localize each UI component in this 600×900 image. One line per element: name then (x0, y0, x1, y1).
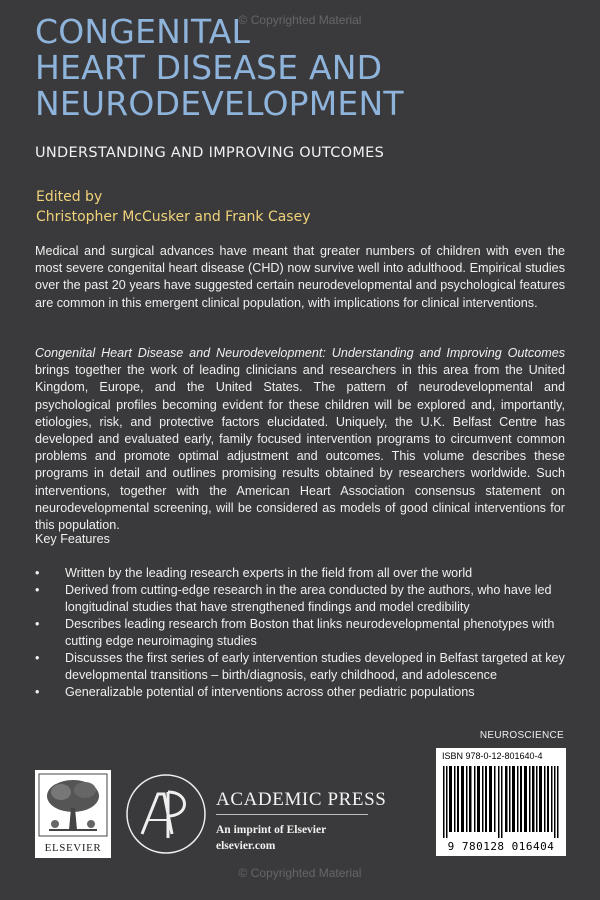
bullet-icon: • (35, 566, 40, 580)
bullet-icon: • (35, 617, 40, 631)
description-paragraph-1: Medical and surgical advances have meant that greater numbers of children with even the most severe congenital heart disease (CHD) now survive well into adulthood. Empirical studies over the past 20 years have suggested certain neurodevelopmental and psychological features are common in this emergent clinical population, with implications for clinical interventions. (35, 244, 565, 310)
list-item (35, 684, 575, 701)
imprint-line-1: An imprint of Elsevier (216, 824, 327, 836)
book-subtitle: UNDERSTANDING AND IMPROVING OUTCOMES (35, 145, 385, 161)
book-title-italic: Congenital Heart Disease and Neurodevelopment: Understanding and Improving Outcomes (35, 346, 565, 360)
academic-press-emblem-icon (124, 772, 208, 856)
list-item (35, 650, 575, 684)
feature-text: Describes leading research from Boston that links neurodevelopmental phenotypes with cutting edge neuroimaging studies (65, 617, 555, 648)
feature-text: Derived from cutting-edge research in the area conducted by the authors, who have led longitudinal studies that have strengthened findings and model credibility (65, 583, 552, 614)
editor-names: Christopher McCusker and Frank Casey (36, 209, 311, 225)
key-features-list (35, 565, 575, 701)
paragraph-2-text: brings together the work of leading clinicians and researchers in this area from the United Kingdom, Europe, and the United States. The pattern of neurodevelopmental and psychological profiles becoming evident for these children will be explored and, importantly, etiologies, risk, and protective factors elucidated. Uniquely, the U.K. Belfast Centre has developed and evaluated early, family focused intervention programs to circumvent common problems and promote optimal adjustment and outcomes. This volume describes these programs in detail and outlines promising results obtained by researchers worldwide. Such interventions, together with the American Heart Association consensus statement on neurodevelopmental screening, will be considered as models of good clinical interventions for this population. (35, 363, 565, 533)
editors-block (36, 187, 311, 227)
title-line-2: HEART DISEASE AND (35, 48, 383, 87)
list-item (35, 616, 575, 650)
category-label: NEUROSCIENCE (479, 730, 564, 741)
isbn-barcode-box (436, 748, 566, 856)
watermark-bottom: © Copyrighted Material (238, 866, 362, 880)
list-item (35, 582, 575, 616)
description-paragraph-2 (35, 345, 565, 534)
list-item (35, 565, 575, 582)
isbn-label: ISBN 978-0-12-801640-4 (442, 751, 543, 761)
publisher-name: ACADEMIC PRESS (216, 789, 387, 810)
barcode-number: 9 780128 016404 (447, 840, 555, 853)
bullet-icon: • (35, 685, 40, 699)
title-line-1: CONGENITAL (35, 12, 251, 51)
feature-text: Generalizable potential of interventions across other pediatric populations (65, 685, 475, 699)
barcode-icon (443, 766, 559, 838)
watermark-top: © Copyrighted Material (238, 13, 362, 27)
edited-by-label: Edited by (36, 189, 103, 205)
key-features-heading: Key Features (35, 532, 110, 546)
feature-text: Written by the leading research experts in the field from all over the world (65, 566, 473, 580)
elsevier-wordmark: ELSEVIER (44, 842, 102, 854)
feature-text: Discusses the first series of early intervention studies developed in Belfast targeted at key developmental transitions – birth/diagnosis, early childhood, and adolescence (65, 651, 565, 682)
bullet-icon: • (35, 651, 40, 665)
publisher-divider (216, 814, 368, 815)
elsevier-tree-icon (35, 772, 111, 842)
publisher-imprint (216, 822, 326, 854)
elsevier-logo (35, 770, 111, 858)
title-line-3: NEURODEVELOPMENT (35, 84, 404, 123)
bullet-icon: • (35, 583, 40, 597)
book-title (35, 14, 404, 122)
imprint-url: elsevier.com (216, 840, 276, 852)
